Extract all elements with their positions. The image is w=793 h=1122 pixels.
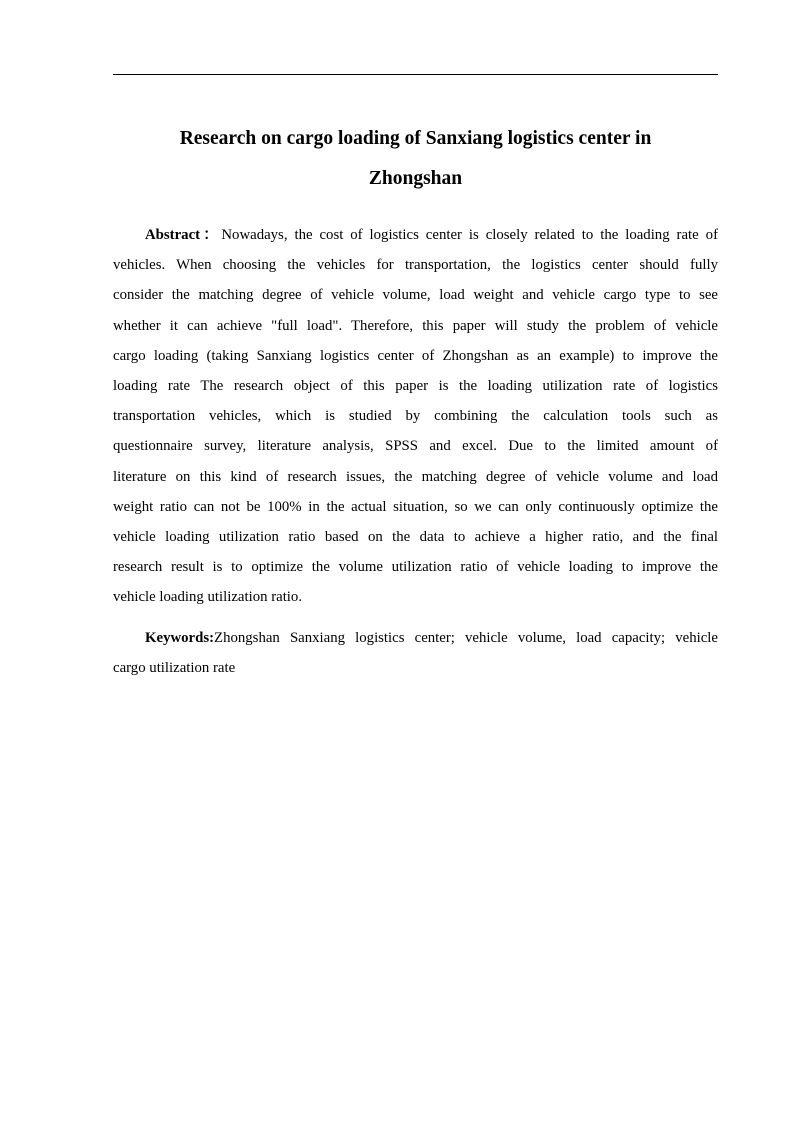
abstract-line: literature on this kind of research issues, the matching degree of vehicle volume and load: [113, 468, 718, 485]
header-rule: [113, 74, 718, 75]
abstract-line: transportation vehicles, which is studied by combining the calculation tools such as: [113, 408, 718, 425]
keywords-section: [113, 623, 718, 683]
abstract-line: weight ratio can not be 100% in the actual situation, so we can only continuously optimize the: [113, 498, 718, 515]
abstract-line: whether it can achieve "full load". Therefore, this paper will study the problem of vehicle: [113, 317, 718, 334]
abstract-label: Abstract：: [145, 227, 222, 243]
keywords-text: Zhongshan Sanxiang logistics center; vehicle volume, load capacity; vehicle: [214, 630, 718, 646]
title-line: Research on cargo loading of Sanxiang logistics center in: [179, 128, 652, 149]
keywords-line: [113, 623, 718, 653]
abstract-line: vehicle loading utilization ratio based on the data to achieve a higher ratio, and the final: [113, 528, 718, 545]
abstract-section: [113, 220, 718, 612]
abstract-line: loading rate The research object of this paper is the loading utilization rate of logistics: [113, 377, 718, 394]
keywords-line: cargo utilization rate: [113, 660, 236, 677]
abstract-text: Nowadays, the cost of logistics center is closely related to the loading rate of: [221, 227, 718, 243]
paper-title: [113, 119, 718, 199]
abstract-line: cargo loading (taking Sanxiang logistics center of Zhongshan as an example) to improve the: [113, 347, 718, 364]
abstract-line: vehicle loading utilization ratio.: [113, 589, 303, 606]
abstract-line: vehicles. When choosing the vehicles for transportation, the logistics center should fully: [113, 257, 718, 274]
abstract-line: consider the matching degree of vehicle volume, load weight and vehicle cargo type to see: [113, 287, 718, 304]
abstract-line: questionnaire survey, literature analysis, SPSS and excel. Due to the limited amount of: [113, 438, 718, 455]
title-line: Zhongshan: [368, 168, 463, 189]
abstract-line: research result is to optimize the volume utilization ratio of vehicle loading to improve the: [113, 559, 718, 576]
abstract-line: [113, 220, 718, 250]
keywords-label: Keywords:: [145, 630, 215, 646]
